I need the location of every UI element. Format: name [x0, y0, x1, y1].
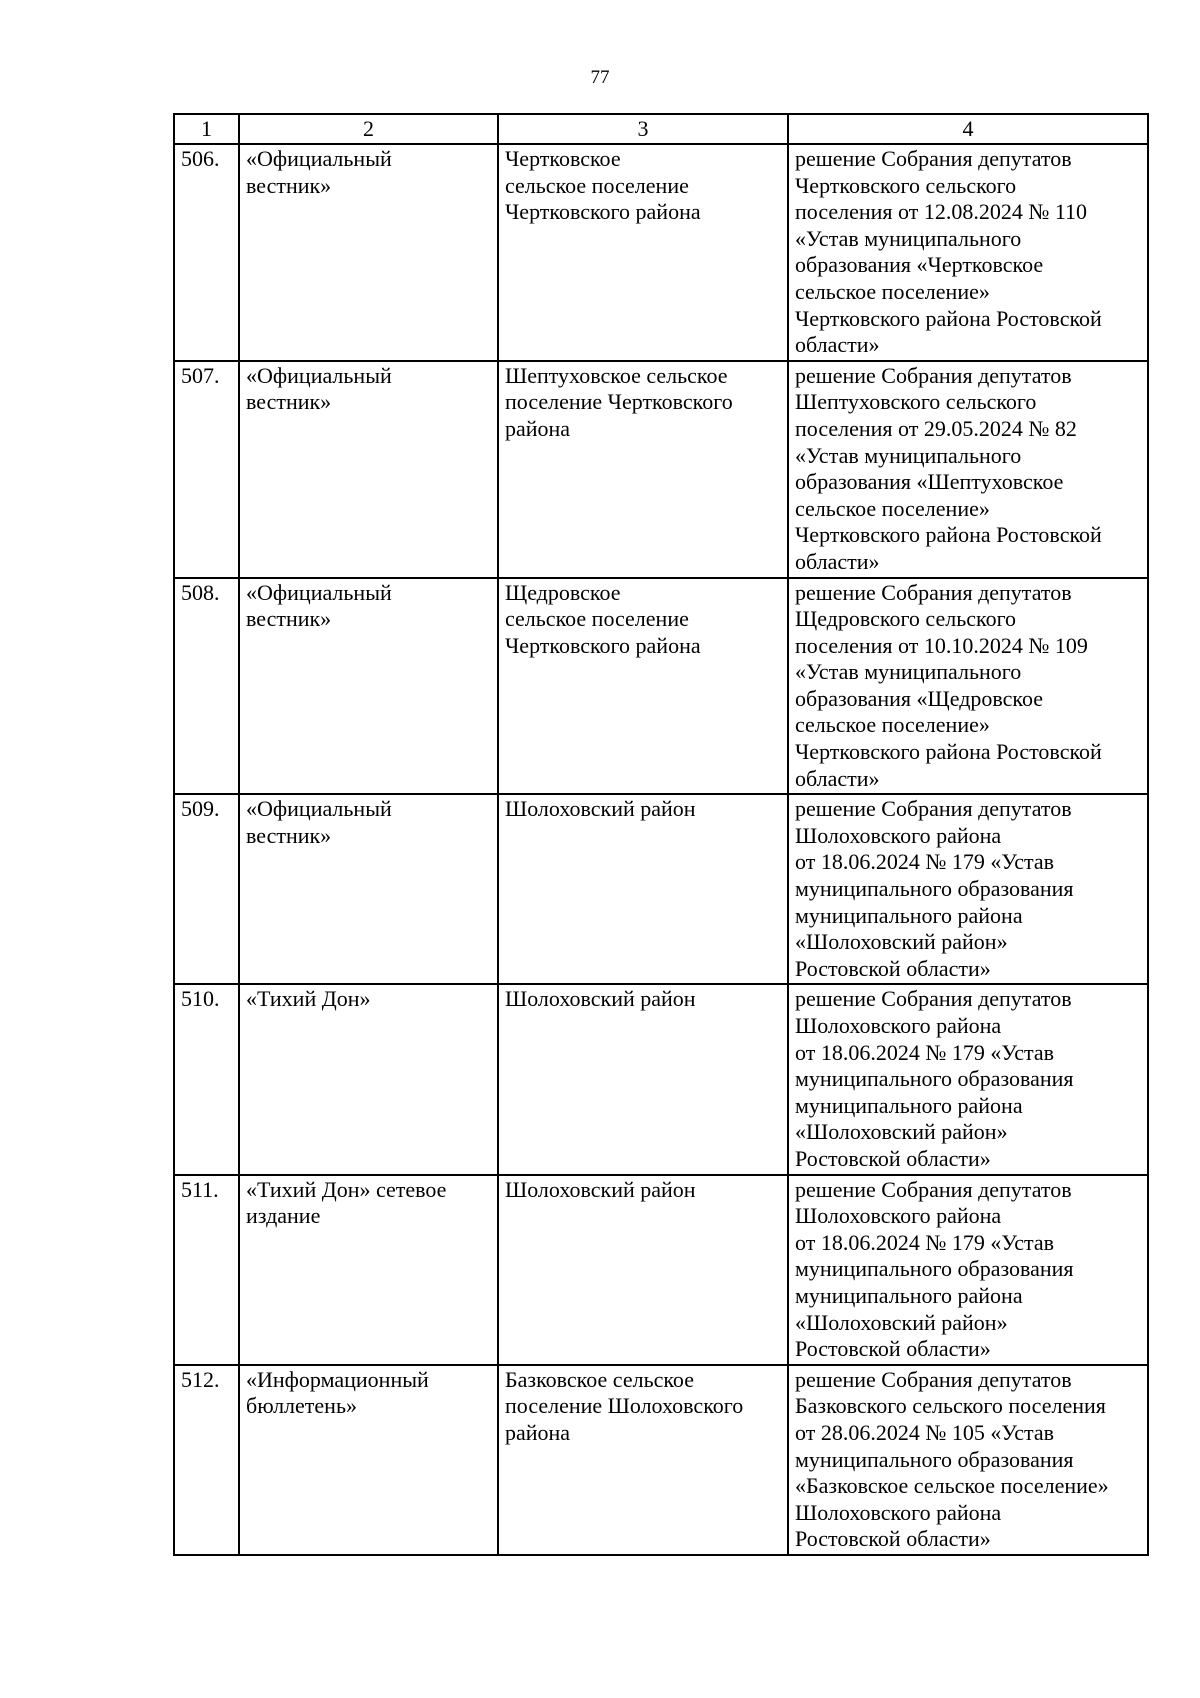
- publication-name: «Тихий Дон»: [239, 984, 498, 1174]
- publication-name: «Официальный вестник»: [239, 144, 498, 361]
- decision-text: решение Собрания депутатов Базковского сельского поселения от 28.06.2024 № 105 «Устав муниципального образования «Базковское сельское поселение» Шолоховского района Ростовской области»: [788, 1365, 1148, 1555]
- column-header-4: 4: [788, 114, 1148, 144]
- table-row: [174, 1365, 1148, 1555]
- table-row: [174, 578, 1148, 795]
- decision-text: решение Собрания депутатов Шолоховского района от 18.06.2024 № 179 «Устав муниципального образования муниципального района «Шолоховский район» Ростовской области»: [788, 1175, 1148, 1365]
- page-number: 77: [590, 67, 610, 88]
- decision-text: решение Собрания депутатов Щедровского сельского поселения от 10.10.2024 № 109 «Устав муниципального образования «Щедровское сельское поселение» Чертковского района Ростовской области»: [788, 578, 1148, 795]
- publication-name: «Тихий Дон» сетевое издание: [239, 1175, 498, 1365]
- header-row: [174, 114, 1148, 144]
- row-number: 511.: [174, 1175, 239, 1365]
- column-header-1: 1: [174, 114, 239, 144]
- row-number: 510.: [174, 984, 239, 1174]
- decision-text: решение Собрания депутатов Шолоховского района от 18.06.2024 № 179 «Устав муниципального образования муниципального района «Шолоховский район» Ростовской области»: [788, 984, 1148, 1174]
- row-number: 508.: [174, 578, 239, 795]
- municipality: Шолоховский район: [498, 794, 788, 984]
- table-row: [174, 1175, 1148, 1365]
- table-row: [174, 144, 1148, 361]
- table-row: [174, 794, 1148, 984]
- decision-text: решение Собрания депутатов Шолоховского района от 18.06.2024 № 179 «Устав муниципального образования муниципального района «Шолоховский район» Ростовской области»: [788, 794, 1148, 984]
- publication-name: «Официальный вестник»: [239, 794, 498, 984]
- column-header-2: 2: [239, 114, 498, 144]
- table-row: [174, 361, 1148, 578]
- municipality: Шолоховский район: [498, 1175, 788, 1365]
- publication-name: «Официальный вестник»: [239, 361, 498, 578]
- row-number: 507.: [174, 361, 239, 578]
- table-row: [174, 984, 1148, 1174]
- municipality: Шолоховский район: [498, 984, 788, 1174]
- column-header-3: 3: [498, 114, 788, 144]
- municipality: Базковское сельское поселение Шолоховского района: [498, 1365, 788, 1555]
- municipality: Шептуховское сельское поселение Чертковского района: [498, 361, 788, 578]
- row-number: 509.: [174, 794, 239, 984]
- row-number: 512.: [174, 1365, 239, 1555]
- municipality: Чертковское сельское поселение Чертковского района: [498, 144, 788, 361]
- publication-name: «Информационный бюллетень»: [239, 1365, 498, 1555]
- row-number: 506.: [174, 144, 239, 361]
- registry-table: [173, 113, 1149, 1556]
- municipality: Щедровское сельское поселение Чертковского района: [498, 578, 788, 795]
- decision-text: решение Собрания депутатов Шептуховского сельского поселения от 29.05.2024 № 82 «Устав муниципального образования «Шептуховское сельское поселение» Чертковского района Ростовской области»: [788, 361, 1148, 578]
- decision-text: решение Собрания депутатов Чертковского сельского поселения от 12.08.2024 № 110 «Устав муниципального образования «Чертковское сельское поселение» Чертковского района Ростовской области»: [788, 144, 1148, 361]
- publication-name: «Официальный вестник»: [239, 578, 498, 795]
